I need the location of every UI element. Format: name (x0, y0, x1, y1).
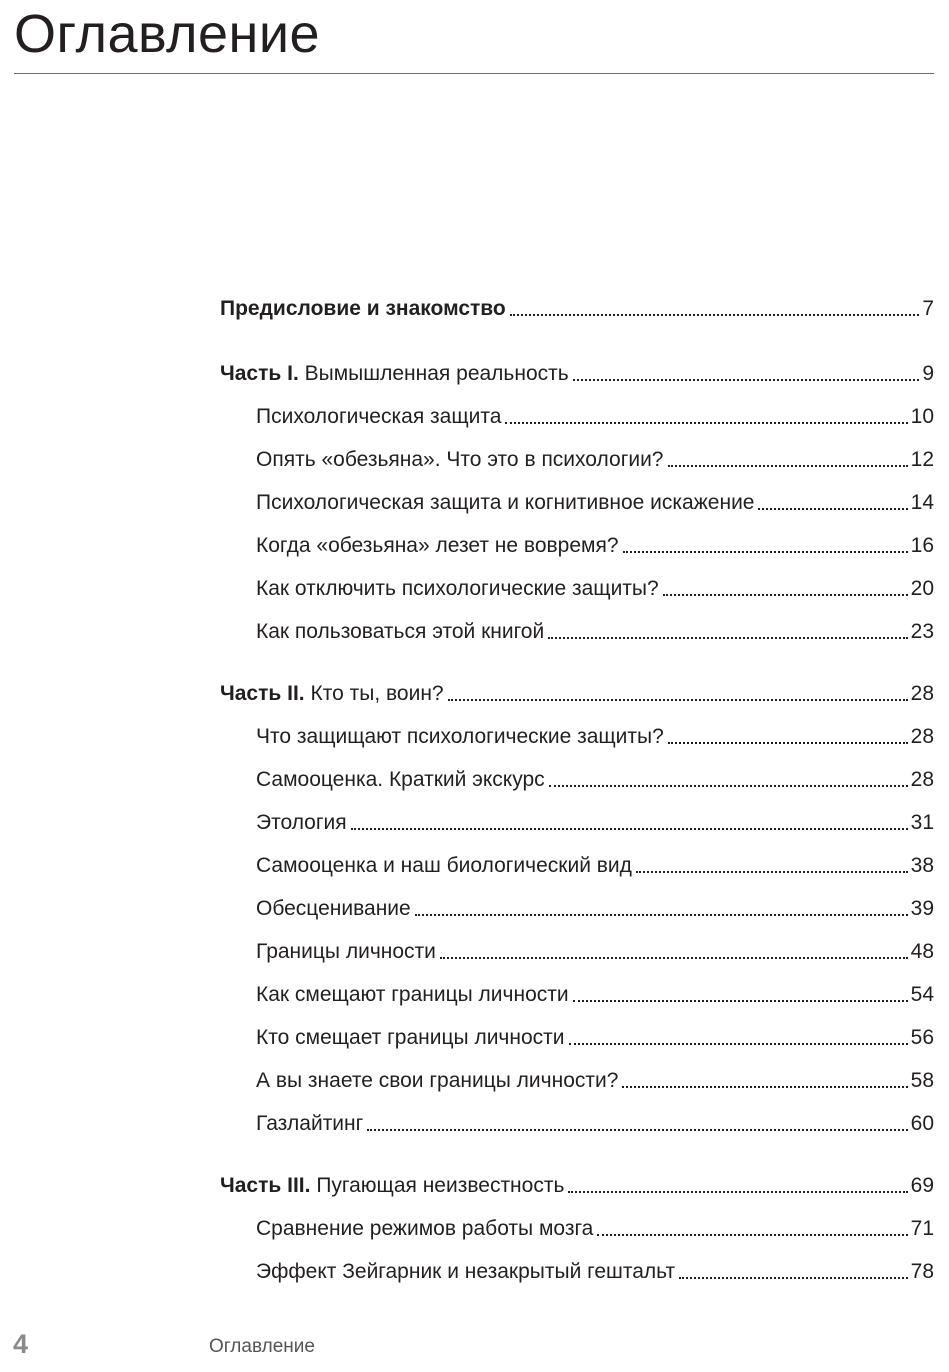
toc-title-text: Предисловие и знакомство (220, 297, 506, 320)
toc-dot-leader (573, 1000, 908, 1002)
toc-part-entry[interactable] (220, 1169, 934, 1199)
toc-dot-leader (440, 957, 908, 959)
toc-entry-title (256, 1111, 363, 1137)
toc-chapter-entry[interactable] (256, 935, 934, 965)
toc-title-text: Вымышленная реальность (298, 362, 569, 385)
toc-entry-title (220, 296, 506, 322)
toc-title-text: Газлайтинг (256, 1112, 364, 1135)
toc-page-number: 78 (910, 1260, 934, 1283)
toc-dot-leader (448, 699, 908, 701)
toc-entry-title (256, 447, 664, 473)
footer-running-head: Оглавление (209, 1336, 315, 1357)
toc-title-text: Обесценивание (256, 897, 411, 920)
toc-chapter-entry[interactable] (256, 1212, 934, 1242)
toc-entry-title (256, 1068, 618, 1094)
toc-page-number: 28 (910, 768, 934, 791)
toc-page-number: 23 (910, 620, 934, 643)
toc-dot-leader (549, 785, 908, 787)
toc-page-number: 14 (910, 491, 934, 514)
toc-dot-leader (668, 465, 908, 467)
toc-title-text: Как пользоваться этой книгой (256, 620, 545, 643)
toc-chapter-entry[interactable] (256, 400, 934, 430)
toc-page-number: 31 (910, 811, 934, 834)
toc-chapter-entry[interactable] (256, 486, 934, 516)
toc-dot-leader (569, 1043, 908, 1045)
toc-entry-title (220, 361, 569, 387)
toc-page-number: 54 (910, 983, 934, 1006)
footer-page-number: 4 (13, 1329, 29, 1359)
toc-dot-leader (636, 871, 908, 873)
toc-entry-title (256, 404, 501, 430)
toc-entry-title (220, 1173, 564, 1199)
toc-entry-title (256, 490, 754, 516)
toc-page-number: 16 (910, 534, 934, 557)
toc-dot-leader (351, 828, 908, 830)
toc-page-number: 20 (910, 577, 934, 600)
toc-entry-title (256, 982, 569, 1008)
toc-page-number: 38 (910, 854, 934, 877)
toc-chapter-entry[interactable] (256, 978, 934, 1008)
toc-page-number: 7 (922, 297, 934, 320)
toc-title-text: А вы знаете свои границы личности? (256, 1069, 619, 1092)
toc-chapter-entry[interactable] (256, 892, 934, 922)
toc-entry-title (256, 619, 544, 645)
toc-entry-title (256, 1216, 593, 1242)
toc-page-number: 9 (922, 362, 934, 385)
page-title: Оглавление (14, 4, 321, 64)
toc-title-text: Что защищают психологические защиты? (256, 725, 664, 748)
toc-page-number: 28 (910, 682, 934, 705)
toc-title-text: Опять «обезьяна». Что это в психологии? (256, 448, 664, 471)
toc-dot-leader (668, 742, 908, 744)
toc-chapter-entry[interactable] (256, 806, 934, 836)
toc-part-entry[interactable] (220, 677, 934, 707)
toc-title-text: Самооценка и наш биологический вид (256, 854, 632, 877)
toc-part-label: Часть II. (220, 682, 305, 705)
toc-page-number: 48 (910, 940, 934, 963)
title-divider (14, 73, 934, 74)
toc-title-text: Когда «обезьяна» лезет не вовремя? (256, 534, 619, 557)
toc-entry-title (256, 853, 632, 879)
toc-dot-leader (758, 508, 907, 510)
toc-dot-leader (597, 1234, 907, 1236)
toc-title-text: Сравнение режимов работы мозга (256, 1217, 594, 1240)
toc-title-text: Самооценка. Краткий экскурс (256, 768, 545, 791)
toc-title-text: Границы личности (256, 940, 436, 963)
toc-entry-title (256, 896, 411, 922)
toc-preface-entry[interactable] (220, 292, 934, 322)
toc-entry-title (256, 810, 347, 836)
toc-entry-title (256, 1025, 565, 1051)
toc-dot-leader (548, 637, 907, 639)
toc-dot-leader (505, 422, 907, 424)
toc-entry-title (256, 533, 619, 559)
toc-title-text: Психологическая защита (256, 405, 502, 428)
toc-entry-title (256, 724, 664, 750)
toc-title-text: Кто ты, воин? (304, 682, 444, 705)
toc-page-number: 58 (910, 1069, 934, 1092)
toc-title-text: Пугающая неизвестность (310, 1174, 565, 1197)
toc-chapter-entry[interactable] (256, 1255, 934, 1285)
toc-title-text: Эффект Зейгарник и незакрытый гештальт (256, 1260, 676, 1283)
toc-dot-leader (367, 1129, 907, 1131)
toc-chapter-entry[interactable] (256, 443, 934, 473)
toc-page-number: 12 (910, 448, 934, 471)
toc-dot-leader (622, 1086, 907, 1088)
toc-page-number: 10 (910, 405, 934, 428)
toc-chapter-entry[interactable] (256, 572, 934, 602)
toc-dot-leader (568, 1191, 907, 1193)
toc-part-entry[interactable] (220, 357, 934, 387)
toc-page-number: 39 (910, 897, 934, 920)
toc-chapter-entry[interactable] (256, 529, 934, 559)
toc-title-text: Как смещают границы личности (256, 983, 569, 1006)
toc-entry-title (220, 681, 444, 707)
toc-dot-leader (573, 379, 920, 381)
toc-page-number: 28 (910, 725, 934, 748)
toc-chapter-entry[interactable] (256, 1107, 934, 1137)
toc-dot-leader (663, 594, 908, 596)
toc-chapter-entry[interactable] (256, 720, 934, 750)
toc-dot-leader (510, 314, 920, 316)
toc-entry-title (256, 576, 659, 602)
toc-part-label: Часть I. (220, 362, 299, 385)
toc-title-text: Как отключить психологические защиты? (256, 577, 659, 600)
toc-dot-leader (679, 1277, 908, 1279)
toc-chapter-entry[interactable] (256, 1064, 934, 1094)
toc-title-text: Кто смещает границы личности (256, 1026, 565, 1049)
toc-chapter-entry[interactable] (256, 1021, 934, 1051)
toc-page-number: 71 (910, 1217, 934, 1240)
toc-dot-leader (623, 551, 908, 553)
toc-dot-leader (415, 914, 908, 916)
toc-entry-title (256, 1259, 675, 1285)
toc-page-number: 56 (910, 1026, 934, 1049)
toc-chapter-entry[interactable] (256, 849, 934, 879)
toc-page-number: 60 (910, 1112, 934, 1135)
toc-part-label: Часть III. (220, 1174, 311, 1197)
toc-title-text: Этология (256, 811, 347, 834)
toc-entry-title (256, 767, 545, 793)
toc-chapter-entry[interactable] (256, 615, 934, 645)
toc-chapter-entry[interactable] (256, 763, 934, 793)
toc-title-text: Психологическая защита и когнитивное искажение (256, 491, 755, 514)
toc-entry-title (256, 939, 436, 965)
toc-page-number: 69 (910, 1174, 934, 1197)
